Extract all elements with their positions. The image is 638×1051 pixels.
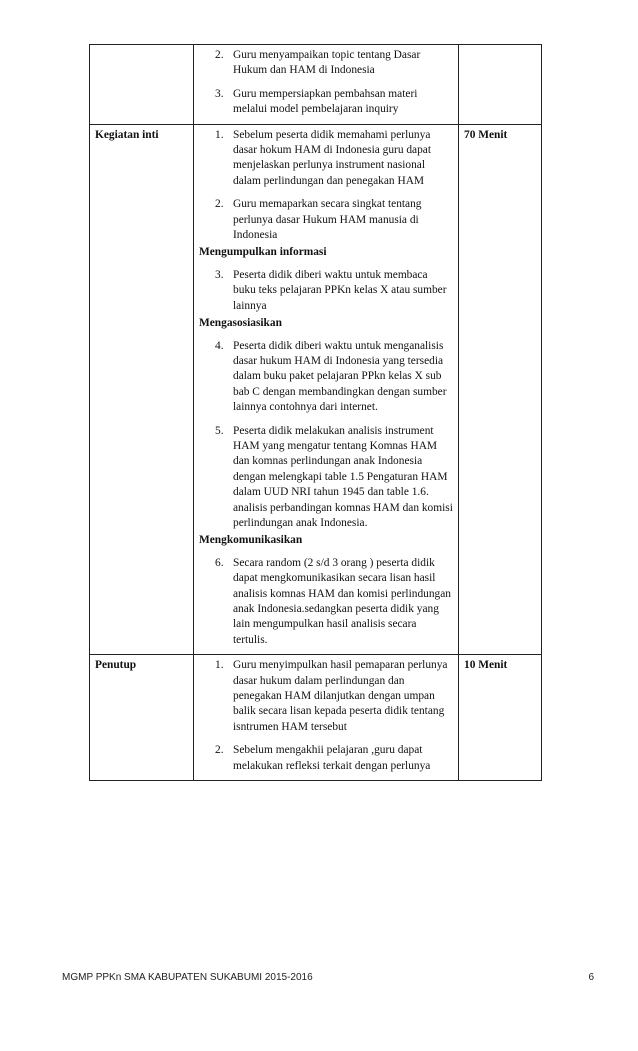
step-text: Guru memaparkan secara singkat tentang perlunya dasar Hukum HAM manusia di Indonesia: [233, 198, 422, 242]
list-item: [199, 268, 453, 314]
step-number: 5.: [215, 424, 224, 437]
time-allocation: [459, 45, 542, 125]
step-number: 1.: [215, 659, 224, 672]
time-allocation: 70 Menit: [459, 124, 542, 655]
list-item: [199, 424, 453, 532]
activity-description: [194, 124, 459, 655]
step-number: 6.: [215, 556, 224, 569]
step-list: [199, 48, 453, 118]
step-number: 3.: [215, 87, 224, 100]
table-row: [90, 655, 542, 781]
step-list: [199, 658, 453, 774]
step-text: Peserta didik diberi waktu untuk menganalisis dasar hukum HAM di Indonesia yang tersedia dalam buku paket pelajaran PPkn kelas X sub bab C dengan membandingkan dengan sumber lainnya contohnya dari internet.: [233, 339, 447, 414]
activity-subheading: Mengasosiasikan: [199, 317, 282, 330]
list-item: [199, 339, 453, 416]
step-text: Secara random (2 s/d 3 orang ) peserta didik dapat mengkomunikasikan secara lisan hasil analisis komnas HAM dan komisi perlindungan anak Indonesia.sedangkan peserta didik yang lain mengumpulkan hasil analisis secara tertulis.: [233, 556, 451, 646]
list-item: [199, 128, 453, 190]
time-allocation: 10 Menit: [459, 655, 542, 781]
step-text: Guru menyimpulkan hasil pemaparan perlunya dasar hukum dalam perlindungan dan penegakan HAM dilanjutkan dengan umpan balik secara lisan kepada peserta didik tentang isntrumen HAM tersebut: [233, 659, 448, 733]
step-number: 2.: [215, 49, 224, 61]
list-item: [199, 658, 453, 735]
list-item: [199, 556, 453, 648]
page-number: 6: [588, 972, 594, 983]
page-footer: [62, 972, 594, 983]
activity-description: [194, 45, 459, 125]
step-list: [199, 339, 453, 532]
lesson-plan-table: [89, 44, 542, 781]
activity-subheading: Mengumpulkan informasi: [199, 246, 327, 259]
step-list: [199, 556, 453, 648]
step-list: [199, 268, 453, 314]
step-number: 1.: [215, 128, 224, 141]
step-number: 2.: [215, 198, 224, 211]
list-item: [199, 48, 453, 79]
table-row: [90, 124, 542, 655]
step-number: 4.: [215, 339, 224, 352]
step-text: Guru menyampaikan topic tentang Dasar Hukum dan HAM di Indonesia: [233, 49, 421, 77]
list-item: [199, 87, 453, 118]
step-text: Guru mempersiapkan pembahsan materi melalui model pembelajaran inquiry: [233, 87, 418, 116]
stage-label: Kegiatan inti: [90, 124, 194, 655]
step-list: [199, 128, 453, 244]
list-item: [199, 743, 453, 774]
footer-text: MGMP PPKn SMA KABUPATEN SUKABUMI 2015-2016: [62, 972, 313, 983]
step-number: 2.: [215, 744, 224, 757]
stage-label: [90, 45, 194, 125]
step-text: Peserta didik melakukan analisis instrument HAM yang mengatur tentang Komnas HAM dan komnas perlindungan anak Indonesia dengan melengkapi table 1.5 Pengaturan HAM dalam UUD NRI tahun 1945 dan table 1.6. analisis perbandingan komnas HAM dan komisi perlindungan anak Indonesia.: [233, 424, 453, 529]
stage-label: Penutup: [90, 655, 194, 781]
step-text: Peserta didik diberi waktu untuk membaca buku teks pelajaran PPKn kelas X atau sumber lainnya: [233, 268, 447, 312]
activity-subheading: Mengkomunikasikan: [199, 534, 303, 547]
step-text: Sebelum peserta didik memahami perlunya dasar hokum HAM di Indonesia guru dapat menjelaskan perlunya instrument nasional dalam perlindungan dan penegakan HAM: [233, 128, 432, 187]
list-item: [199, 197, 453, 243]
lesson-plan-body: [90, 45, 542, 781]
table-row: [90, 45, 542, 125]
activity-description: [194, 655, 459, 781]
step-number: 3.: [215, 268, 224, 281]
step-text: Sebelum mengakhii pelajaran ,guru dapat melakukan refleksi terkait dengan perlunya: [233, 744, 431, 772]
